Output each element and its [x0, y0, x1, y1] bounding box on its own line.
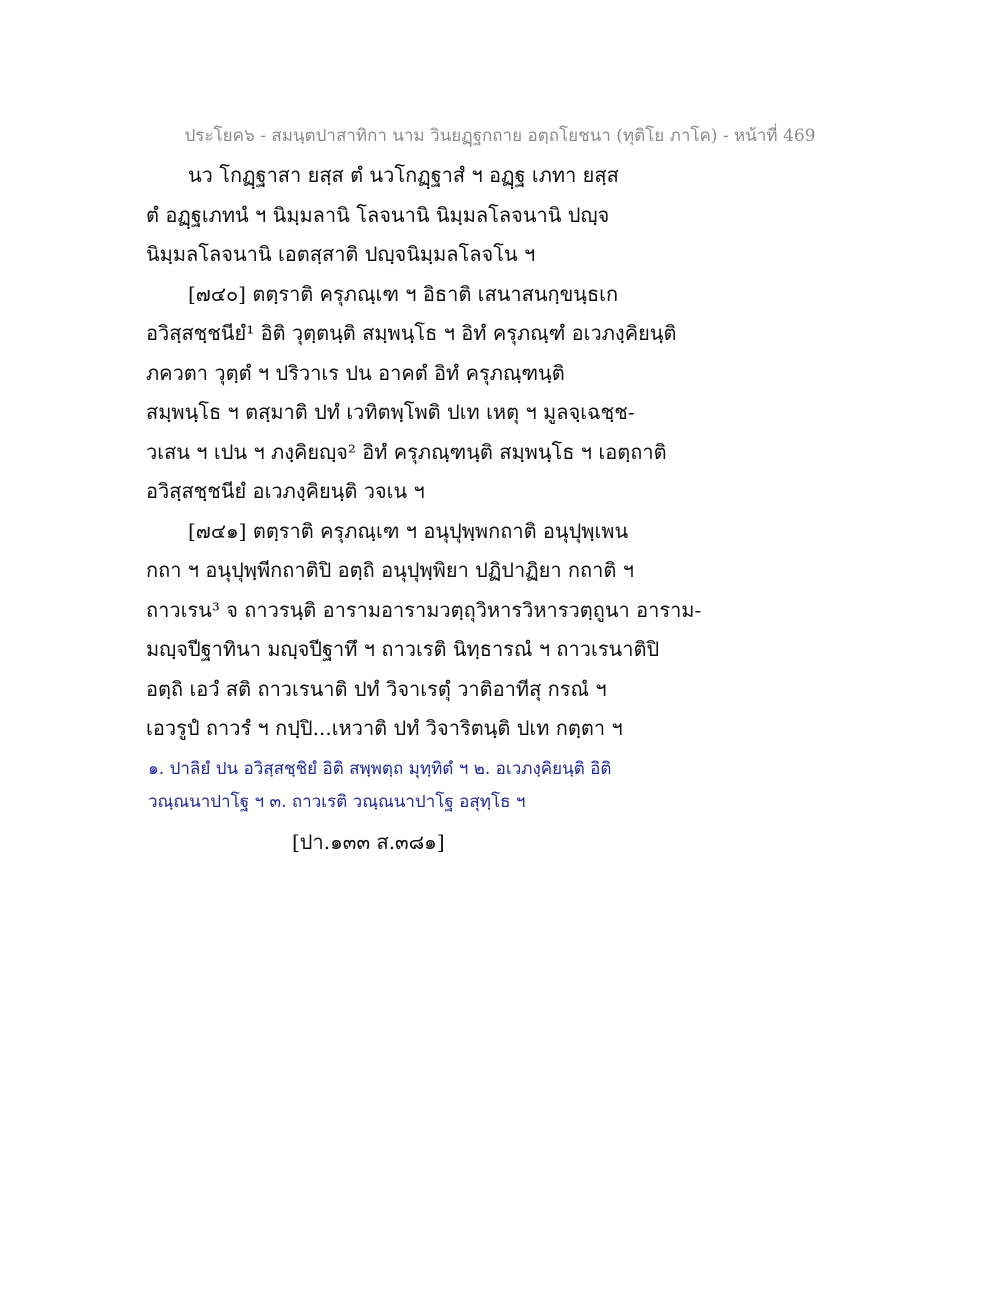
text-line: [๗๔๑] ตตฺราติ ครุภณฺเฑ ฯ อนุปุพฺพกถาติ อนุปุพฺเพน: [188, 519, 629, 543]
text-line: กถา ฯ อนุปุพฺพีกถาติปิ อตฺถิ อนุปุพฺพิยา ปฏิปาฏิยา กถาติ ฯ: [146, 558, 634, 582]
text-line: สมฺพนฺโธ ฯ ตสฺมาติ ปทํ เวทิตพฺโพติ ปเท เหตุ ฯ มูลจฺเฉชฺช-: [146, 400, 635, 424]
text-line: ถาวเรน³ จ ถาวรนฺติ อารามอารามวตฺถุวิหารวิหารวตฺถูนา อาราม-: [146, 598, 702, 622]
text-line: มญฺจปีฐาทินา มญฺจปีฐาทึ ฯ ถาวเรติ นิทฺธารณํ ฯ ถาวเรนาติปิ: [146, 637, 660, 661]
text-line: อตฺถิ เอวํ สติ ถาวเรนาติ ปทํ วิจาเรตุํ วาติอาทีสุ กรณํ ฯ: [146, 677, 607, 701]
page-reference: [ปา.๑๓๓ ส.๓๘๑]: [292, 830, 445, 854]
page-header: ประโยค๖ - สมนฺตปาสาทิกา นาม วินยฏฺฐกถาย อตฺถโยชนา (ทุติโย ภาโค) - หน้าที่ 469: [184, 126, 816, 146]
text-line: เอวรูปํ ถาวรํ ฯ กปฺปิ...เหวาติ ปทํ วิจาริตนฺติ ปเท กตฺตา ฯ: [146, 716, 623, 740]
text-line: อวิสฺสชฺชนียํ¹ อิติ วุตฺตนฺติ สมฺพนฺโธ ฯ อิทํ ครุภณฺฑํ อเวภงฺคิยนฺติ: [146, 321, 677, 345]
text-line: นิมฺมลโลจนานิ เอตสฺสาติ ปญฺจนิมฺมลโลจโน ฯ: [146, 242, 536, 266]
footnote-line: วณฺณนาปาโฐ ฯ ๓. ถาวเรติ วณฺณนาปาโฐ อสุทฺโธ ฯ: [148, 792, 526, 812]
text-line: ตํ อฏฺฐเภทนํ ฯ นิมฺมลานิ โลจนานิ นิมฺมลโลจนานิ ปญฺจ: [146, 203, 610, 227]
text-line: ภควตา วุตฺตํ ฯ ปริวาเร ปน อาคตํ อิทํ ครุภณฺฑนฺติ: [146, 361, 565, 385]
text-line: วเสน ฯ เปน ฯ ภงฺคิยญฺจ² อิทํ ครุภณฺฑนฺติ สมฺพนฺโธ ฯ เอตฺถาติ: [146, 440, 667, 464]
text-line: นว โกฏฺฐาสา ยสฺส ตํ นวโกฏฺฐาสํ ฯ อฏฺฐ เภทา ยสฺส: [188, 163, 619, 187]
footnote-line: ๑. ปาลิยํ ปน อวิสฺสชฺชิยํ อิติ สพฺพตฺถ มุทฺทิตํ ฯ ๒. อเวภงฺคิยนฺติ อิติ: [148, 759, 612, 779]
text-line: อวิสฺสชฺชนียํ อเวภงฺคิยนฺติ วจเน ฯ: [146, 479, 425, 503]
text-line: [๗๔๐] ตตฺราติ ครุภณฺเฑ ฯ อิธาติ เสนาสนกฺขนฺธเก: [188, 282, 619, 306]
